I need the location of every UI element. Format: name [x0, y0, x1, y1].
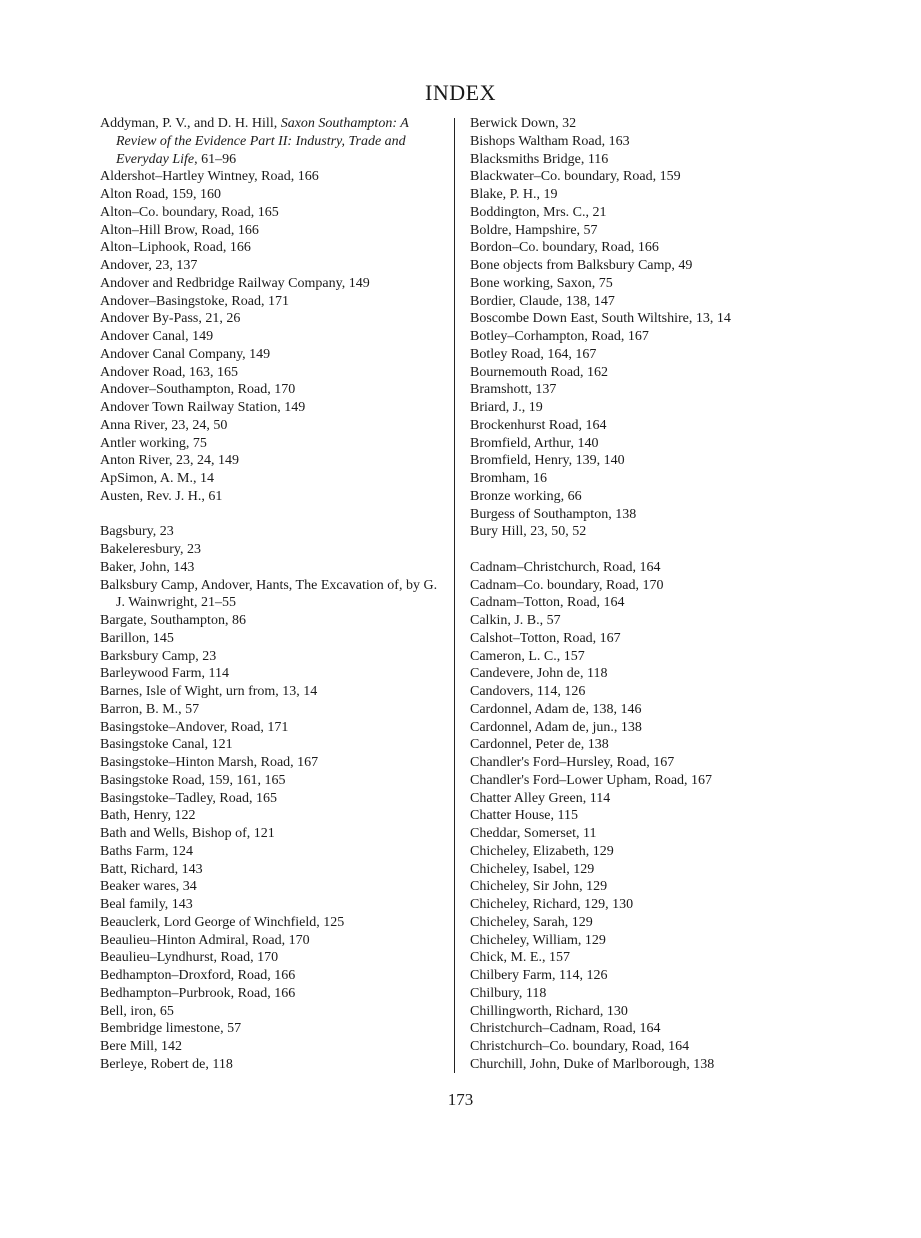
index-entry: Bromham, 16	[470, 471, 547, 486]
index-entry: Bronze working, 66	[470, 488, 582, 504]
index-entry: Candovers, 114, 126	[470, 684, 586, 699]
index-entry: Anton River, 23, 24, 149	[100, 453, 240, 469]
index-entry: Cadnam–Co. boundary, Road, 170	[470, 577, 664, 593]
index-entry: Basingstoke–Andover, Road, 171	[100, 719, 289, 735]
index-entry: Austen, Rev. J. H., 61	[100, 488, 223, 504]
index-entry: Chicheley, Elizabeth, 129	[470, 843, 614, 859]
index-entry: Bedhampton–Purbrook, Road, 166	[100, 985, 296, 1001]
index-entry: Basingstoke Road, 159, 161, 165	[100, 772, 286, 788]
index-entry: Batt, Richard, 143	[100, 861, 203, 877]
index-entry: Beal family, 143	[100, 897, 193, 912]
index-entry: Blacksmiths Bridge, 116	[470, 151, 609, 167]
index-entry-title: Saxon Southampton: A Review of the Evidence Part II: Industry, Trade and Everyday Life	[116, 116, 409, 167]
index-entry: Botley–Corhampton, Road, 167	[470, 329, 649, 344]
index-entry: Brockenhurst Road, 164	[470, 417, 607, 433]
index-entry: Bakeleresbury, 23	[100, 542, 201, 557]
index-entry: Bembridge limestone, 57	[100, 1021, 242, 1037]
index-entry: Alton–Co. boundary, Road, 165	[100, 204, 279, 220]
index-entry: Candevere, John de, 118	[470, 666, 608, 682]
index-entry: Chicheley, Isabel, 129	[470, 861, 595, 877]
index-entry: Barksbury Camp, 23	[100, 648, 217, 664]
index-entry: Bone working, Saxon, 75	[470, 275, 613, 291]
index-entry: Beaulieu–Hinton Admiral, Road, 170	[100, 932, 310, 948]
index-entry: Briard, J., 19	[470, 400, 543, 415]
index-entry: Blackwater–Co. boundary, Road, 159	[470, 169, 681, 185]
index-entry: Berleye, Robert de, 118	[100, 1056, 233, 1072]
index-entry: Chillingworth, Richard, 130	[470, 1003, 628, 1019]
index-entry: Botley Road, 164, 167	[470, 346, 597, 362]
index-entry: Chilbury, 118	[470, 985, 547, 1001]
index-entry: Andover–Southampton, Road, 170	[100, 382, 296, 398]
index-entry: Balksbury Camp, Andover, Hants, The Excavation of, by G. J. Wainwright, 21–55	[100, 577, 438, 611]
index-entry: Cameron, L. C., 157	[470, 648, 585, 664]
index-entry: Cheddar, Somerset, 11	[470, 826, 597, 841]
index-entry: Bury Hill, 23, 50, 52	[470, 524, 587, 540]
index-entry: Andover–Basingstoke, Road, 171	[100, 293, 289, 309]
index-entry: Boscombe Down East, South Wiltshire, 13, 14	[470, 311, 731, 327]
index-entry: Antler working, 75	[100, 435, 207, 451]
index-entry: Basingstoke–Hinton Marsh, Road, 167	[100, 755, 319, 770]
index-entry: Bedhampton–Droxford, Road, 166	[100, 968, 296, 983]
index-entry: Barnes, Isle of Wight, urn from, 13, 14	[100, 684, 318, 699]
index-entry: Chatter House, 115	[470, 808, 578, 824]
index-column-right	[470, 115, 810, 1074]
index-entry: Bath, Henry, 122	[100, 808, 196, 824]
index-entry: Bramshott, 137	[470, 382, 557, 398]
index-entry: Barron, B. M., 57	[100, 701, 200, 717]
index-entry: Basingstoke–Tadley, Road, 165	[100, 790, 277, 806]
index-entry: Bere Mill, 142	[100, 1039, 183, 1054]
index-entry: Alton Road, 159, 160	[100, 187, 221, 202]
index-entry: Barleywood Farm, 114	[100, 666, 229, 682]
index-entry: Christchurch–Co. boundary, Road, 164	[470, 1039, 690, 1054]
index-entry: Chatter Alley Green, 114	[470, 790, 611, 806]
index-entry: Alton–Hill Brow, Road, 166	[100, 222, 259, 238]
index-entry: Blake, P. H., 19	[470, 187, 558, 202]
index-entry: Beaulieu–Lyndhurst, Road, 170	[100, 950, 279, 966]
index-entry: Bordier, Claude, 138, 147	[470, 293, 615, 309]
index-entry: Andover Canal Company, 149	[100, 346, 271, 362]
index-column-left	[100, 115, 440, 1074]
index-entry: Cardonnel, Peter de, 138	[470, 737, 609, 753]
index-entry: Bell, iron, 65	[100, 1003, 174, 1019]
index-entry: Bournemouth Road, 162	[470, 364, 609, 380]
index-entry: Boldre, Hampshire, 57	[470, 222, 598, 238]
index-entry: Calkin, J. B., 57	[470, 613, 561, 628]
index-entry: Berwick Down, 32	[470, 116, 577, 131]
index-entry: Chilbery Farm, 114, 126	[470, 968, 608, 983]
index-entry: Cardonnel, Adam de, 138, 146	[470, 701, 642, 717]
index-entry: Bargate, Southampton, 86	[100, 613, 246, 628]
page-number: 173	[447, 1090, 474, 1109]
index-entry: Chick, M. E., 157	[470, 950, 570, 966]
index-entry: Bromfield, Henry, 139, 140	[470, 453, 625, 469]
index-entry: Beauclerk, Lord George of Winchfield, 125	[100, 914, 345, 930]
index-entry-pages: , 61–96	[194, 151, 237, 167]
index-entry: Burgess of Southampton, 138	[470, 506, 637, 522]
letter-group-gap	[470, 541, 810, 559]
index-entry: Cadnam–Totton, Road, 164	[470, 595, 625, 611]
index-entry: Andover Road, 163, 165	[100, 364, 239, 380]
index-entry: Bromfield, Arthur, 140	[470, 435, 599, 451]
index-entry: Baths Farm, 124	[100, 843, 193, 859]
index-entry: Barillon, 145	[100, 630, 174, 646]
index-entry: Chandler's Ford–Hursley, Road, 167	[470, 755, 675, 770]
index-entry: Basingstoke Canal, 121	[100, 737, 233, 753]
index-entry: Bone objects from Balksbury Camp, 49	[470, 258, 693, 273]
index-entry: Bishops Waltham Road, 163	[470, 133, 630, 149]
letter-group-gap	[100, 506, 440, 524]
index-entry: Bath and Wells, Bishop of, 121	[100, 826, 275, 841]
index-entry	[100, 115, 440, 168]
index-entry: Anna River, 23, 24, 50	[100, 417, 228, 433]
index-entry: Chandler's Ford–Lower Upham, Road, 167	[470, 772, 713, 788]
index-entry-text: Addyman, P. V., and D. H. Hill,	[100, 116, 281, 131]
index-entry: Chicheley, Sarah, 129	[470, 914, 593, 930]
index-entry: Alton–Liphook, Road, 166	[100, 240, 251, 256]
index-entry: Christchurch–Cadnam, Road, 164	[470, 1021, 661, 1037]
index-entry: Chicheley, Richard, 129, 130	[470, 897, 634, 912]
index-entry: Andover Town Railway Station, 149	[100, 400, 306, 415]
index-entry: Bagsbury, 23	[100, 524, 174, 540]
index-entry: Beaker wares, 34	[100, 879, 197, 895]
index-entry: Baker, John, 143	[100, 559, 195, 575]
index-entry: Chicheley, William, 129	[470, 932, 606, 948]
index-entry: Churchill, John, Duke of Marlborough, 138	[470, 1056, 715, 1072]
index-entry: Boddington, Mrs. C., 21	[470, 204, 607, 220]
index-entry: Andover Canal, 149	[100, 329, 214, 344]
index-entry: Cardonnel, Adam de, jun., 138	[470, 719, 642, 735]
index-entry: Cadnam–Christchurch, Road, 164	[470, 559, 661, 575]
index-entry: Chicheley, Sir John, 129	[470, 879, 608, 895]
column-divider	[454, 118, 455, 1073]
index-entry: Bordon–Co. boundary, Road, 166	[470, 240, 659, 256]
index-entry: Andover and Redbridge Railway Company, 149	[100, 275, 370, 291]
index-entry: Andover, 23, 137	[100, 258, 198, 273]
index-entry: ApSimon, A. M., 14	[100, 471, 214, 486]
index-entry: Calshot–Totton, Road, 167	[470, 630, 621, 646]
index-entry: Aldershot–Hartley Wintney, Road, 166	[100, 169, 319, 185]
index-entry: Andover By-Pass, 21, 26	[100, 311, 241, 327]
page-title: INDEX	[425, 80, 496, 105]
